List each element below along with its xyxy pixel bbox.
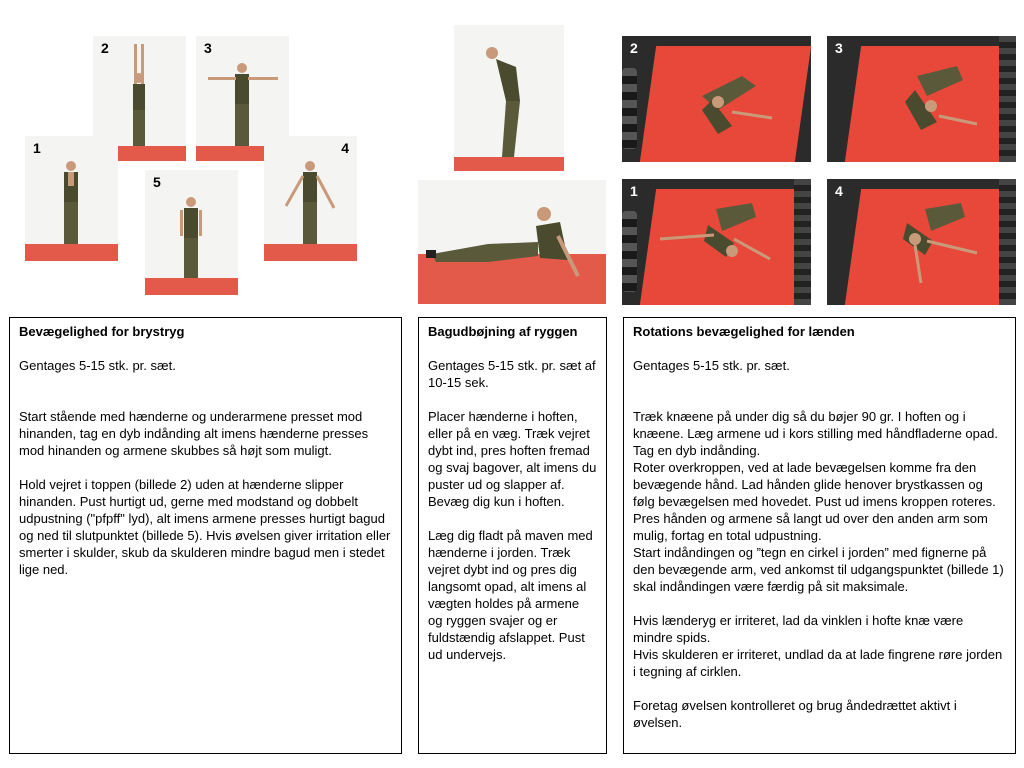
panel-brystryg [9, 317, 402, 754]
panel-paragraph: Hvis lænderyg er irriteret, lad da vinklen i hofte knæ være mindre spids. Hvis skulderen er irriteret, undlad da at lade fingrene røre jorden i tegning af cirklen. [633, 613, 1003, 679]
photo-number: 3 [835, 40, 843, 56]
panel-paragraph: Hold vejret i toppen (billede 2) uden at hænderne slipper hinanden. Pust hurtigt ud, gerne med modstand og dobbelt udpustning ("pfpff" lyd), alt imens armene presses hurtigt bagud og ned til slutpunktet (billede 5). Hvis øvelsen giver irritation eller smerter i skulder, skub da skulderen mindre bagud men i stedet lige ned. [19, 477, 391, 577]
panel-paragraph: Læg dig fladt på maven med hænderne i jorden. Træk vejret dybt ind og pres dig langsomt opad, alt imens al vægten holdes på armene og ryggen svajer og er fuldstændig afslappet. Pust ud undervejs. [428, 528, 593, 662]
photo-number: 5 [153, 174, 161, 190]
photo-rotation-3 [827, 36, 1016, 162]
photo-prone-backbend [418, 180, 606, 304]
photo-rotation-2 [622, 36, 811, 162]
person-lying-cross-figure [622, 179, 811, 305]
panel-title: Bagudbøjning af ryggen [428, 324, 578, 339]
panel-paragraph: Placer hænderne i hoften, eller på en væg. Træk vejret dybt ind, pres hoften fremad og svaj bagover, alt imens du puster ud og slapper af. Bevæg dig kun i hoften. [428, 409, 597, 509]
photo-step-1 [25, 136, 118, 261]
photo-rotation-1 [622, 179, 811, 305]
panel-paragraph: Træk knæene på under dig så du bøjer 90 gr. I hoften og i knæene. Læg armene ud i kors stilling med håndfladerne opad. Tag en dyb indånding. Roter overkroppen, ved at lade bevægelsen komme fra den bevægende hånd. Lad hånden glide henover brystkassen og følg bevægelsen med hovedet. Pust ud imens kroppen roteres. Pres hånden og armene så langt ud over den anden arm som mulig, fortag en total udpustning. Start indåndingen og ”tegn en cirkel i jorden” med fignerne på den bevægende arm, ved ankomst til udgangspunktet (billede 1) skal indåndingen være færdig på sit maksimale. [633, 409, 1004, 594]
photo-number: 1 [33, 140, 41, 156]
panel-title: Bevægelighed for brystryg [19, 324, 185, 339]
person-lying-rotation-figure [827, 36, 1016, 162]
photo-step-4 [264, 136, 357, 261]
photo-step-5 [145, 170, 238, 295]
person-standing-backbend-figure [454, 25, 564, 171]
photo-rotation-4 [827, 179, 1016, 305]
photo-number: 2 [630, 40, 638, 56]
person-prone-backbend-figure [418, 180, 606, 304]
photo-number: 4 [341, 140, 349, 156]
person-lying-rotation-figure [622, 36, 811, 162]
photo-number: 2 [101, 40, 109, 56]
photo-number: 3 [204, 40, 212, 56]
photo-number: 1 [630, 183, 638, 199]
panel-title: Rotations bevægelighed for lænden [633, 324, 855, 339]
person-lying-rotation-figure [827, 179, 1016, 305]
panel-paragraph: Gentages 5-15 stk. pr. sæt. [633, 358, 790, 373]
panel-paragraph: Foretag øvelsen kontrolleret og brug åndedrættet aktivt i øvelsen. [633, 698, 957, 730]
panel-bagudbojning [418, 317, 607, 754]
panel-paragraph: Gentages 5-15 stk. pr. sæt. [19, 358, 176, 373]
photo-standing-backbend [454, 25, 564, 171]
photo-number: 4 [835, 183, 843, 199]
panel-paragraph: Start stående med hænderne og underarmene presset mod hinanden, tag en dyb indånding alt imens hænderne presses mod hinanden og armene skubbes så højt som muligt. [19, 409, 369, 458]
panel-paragraph: Gentages 5-15 stk. pr. sæt af 10-15 sek. [428, 358, 596, 390]
panel-rotation [623, 317, 1016, 754]
